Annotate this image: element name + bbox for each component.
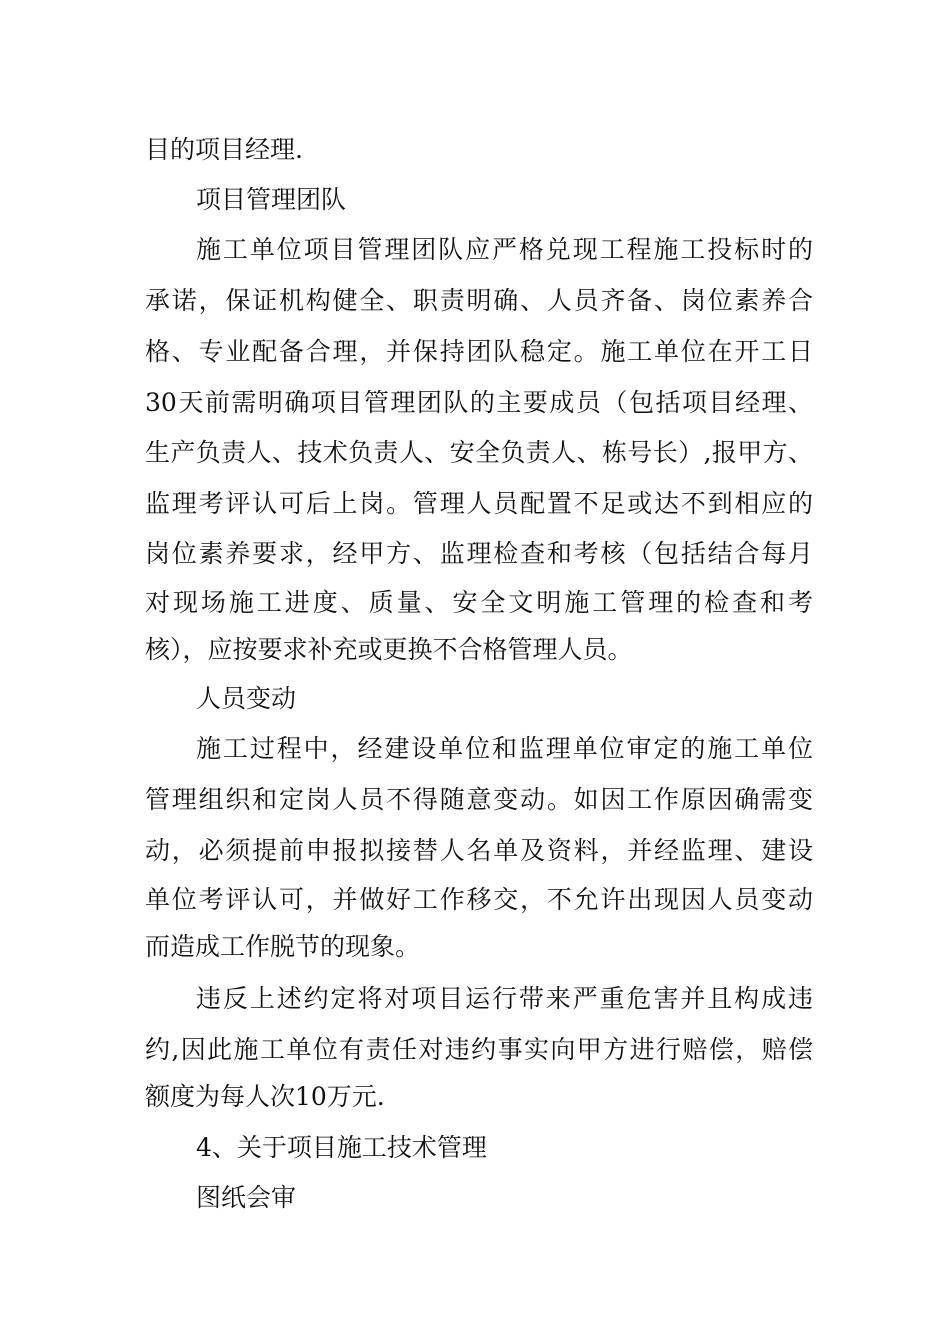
paragraph-line: 30天前需明确项目管理团队的主要成员（包括项目经理、 [145,388,813,417]
section-heading: 人员变动 [196,684,297,713]
paragraph-line: 施工过程中，经建设单位和监理单位审定的施工单位 [196,734,813,763]
paragraph-line: 生产负责人、技术负责人、安全负责人、栋号长）,报甲方、 [145,438,813,467]
paragraph-line: 单位考评认可，并做好工作移交，不允许出现因人员变动 [145,885,813,914]
section-heading: 4、关于项目施工技术管理 [196,1133,487,1162]
paragraph-line: 格、专业配备合理，并保持团队稳定。施工单位在开工日 [145,337,813,366]
paragraph-line: 对现场施工进度、质量、安全文明施工管理的检查和考 [145,588,813,617]
paragraph-line: 约,因此施工单位有责任对违约事实向甲方进行赔偿，赔偿 [145,1035,813,1064]
paragraph-line: 岗位素养要求，经甲方、监理检查和考核（包括结合每月 [145,539,813,568]
paragraph-line: 核），应按要求补充或更换不合格管理人员。 [145,635,633,664]
paragraph-line: 而造成工作脱节的现象。 [145,932,421,961]
paragraph-line: 违反上述约定将对项目运行带来严重危害并且构成违 [196,984,813,1013]
paragraph-line: 目的项目经理. [145,135,303,164]
section-heading: 项目管理团队 [196,185,347,214]
paragraph-line: 承诺，保证机构健全、职责明确、人员齐备、岗位素养合 [145,286,813,315]
paragraph-line: 管理组织和定岗人员不得随意变动。如因工作原因确需变 [145,785,813,814]
paragraph-line: 施工单位项目管理团队应严格兑现工程施工投标时的 [196,235,813,264]
section-heading: 图纸会审 [196,1183,297,1212]
paragraph-line: 监理考评认可后上岗。管理人员配置不足或达不到相应的 [145,489,813,518]
paragraph-line: 额度为每人次10万元. [145,1082,385,1111]
paragraph-line: 动，必须提前申报拟接替人名单及资料，并经监理、建设 [145,836,813,865]
